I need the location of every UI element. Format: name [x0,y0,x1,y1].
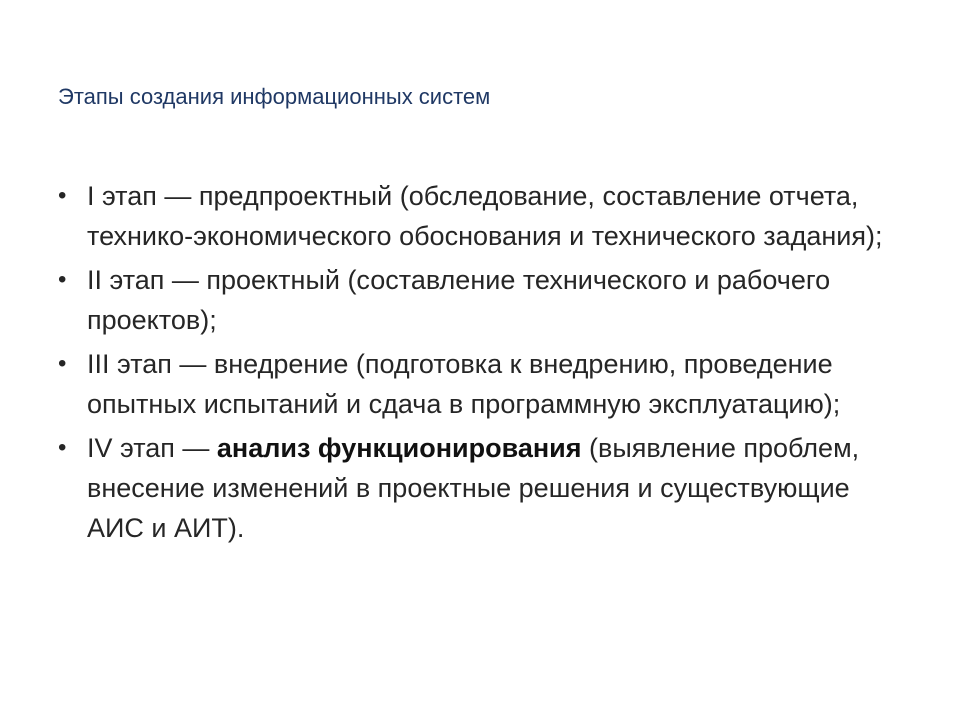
bullet-icon: • [58,434,67,461]
list-item-text-prefix: IV этап — [87,433,217,463]
list-item-text: I этап — предпроектный (обследование, составление отчета, технико-экономического обоснования и технического задания); [87,181,883,251]
bullet-icon: • [58,182,67,209]
list-item-text: II этап — проектный (составление технического и рабочего проектов); [87,265,831,335]
list-item-text-bold: анализ функционирования [216,433,582,463]
bullet-icon: • [58,266,67,293]
list-item [58,176,908,256]
bullet-list [58,176,908,548]
list-item-text: III этап — внедрение (подготовка к внедрению, проведение опытных испытаний и сдача в программную эксплуатацию); [87,349,841,419]
list-item [58,428,908,548]
list-item [58,344,908,424]
list-item [58,260,908,340]
bullet-icon: • [58,350,67,377]
list-item-text-suffix: (выявление проблем, внесение изменений в проектные решения и существующие АИС и АИТ). [87,433,860,543]
slide-title: Этапы создания информационных систем [58,84,491,109]
